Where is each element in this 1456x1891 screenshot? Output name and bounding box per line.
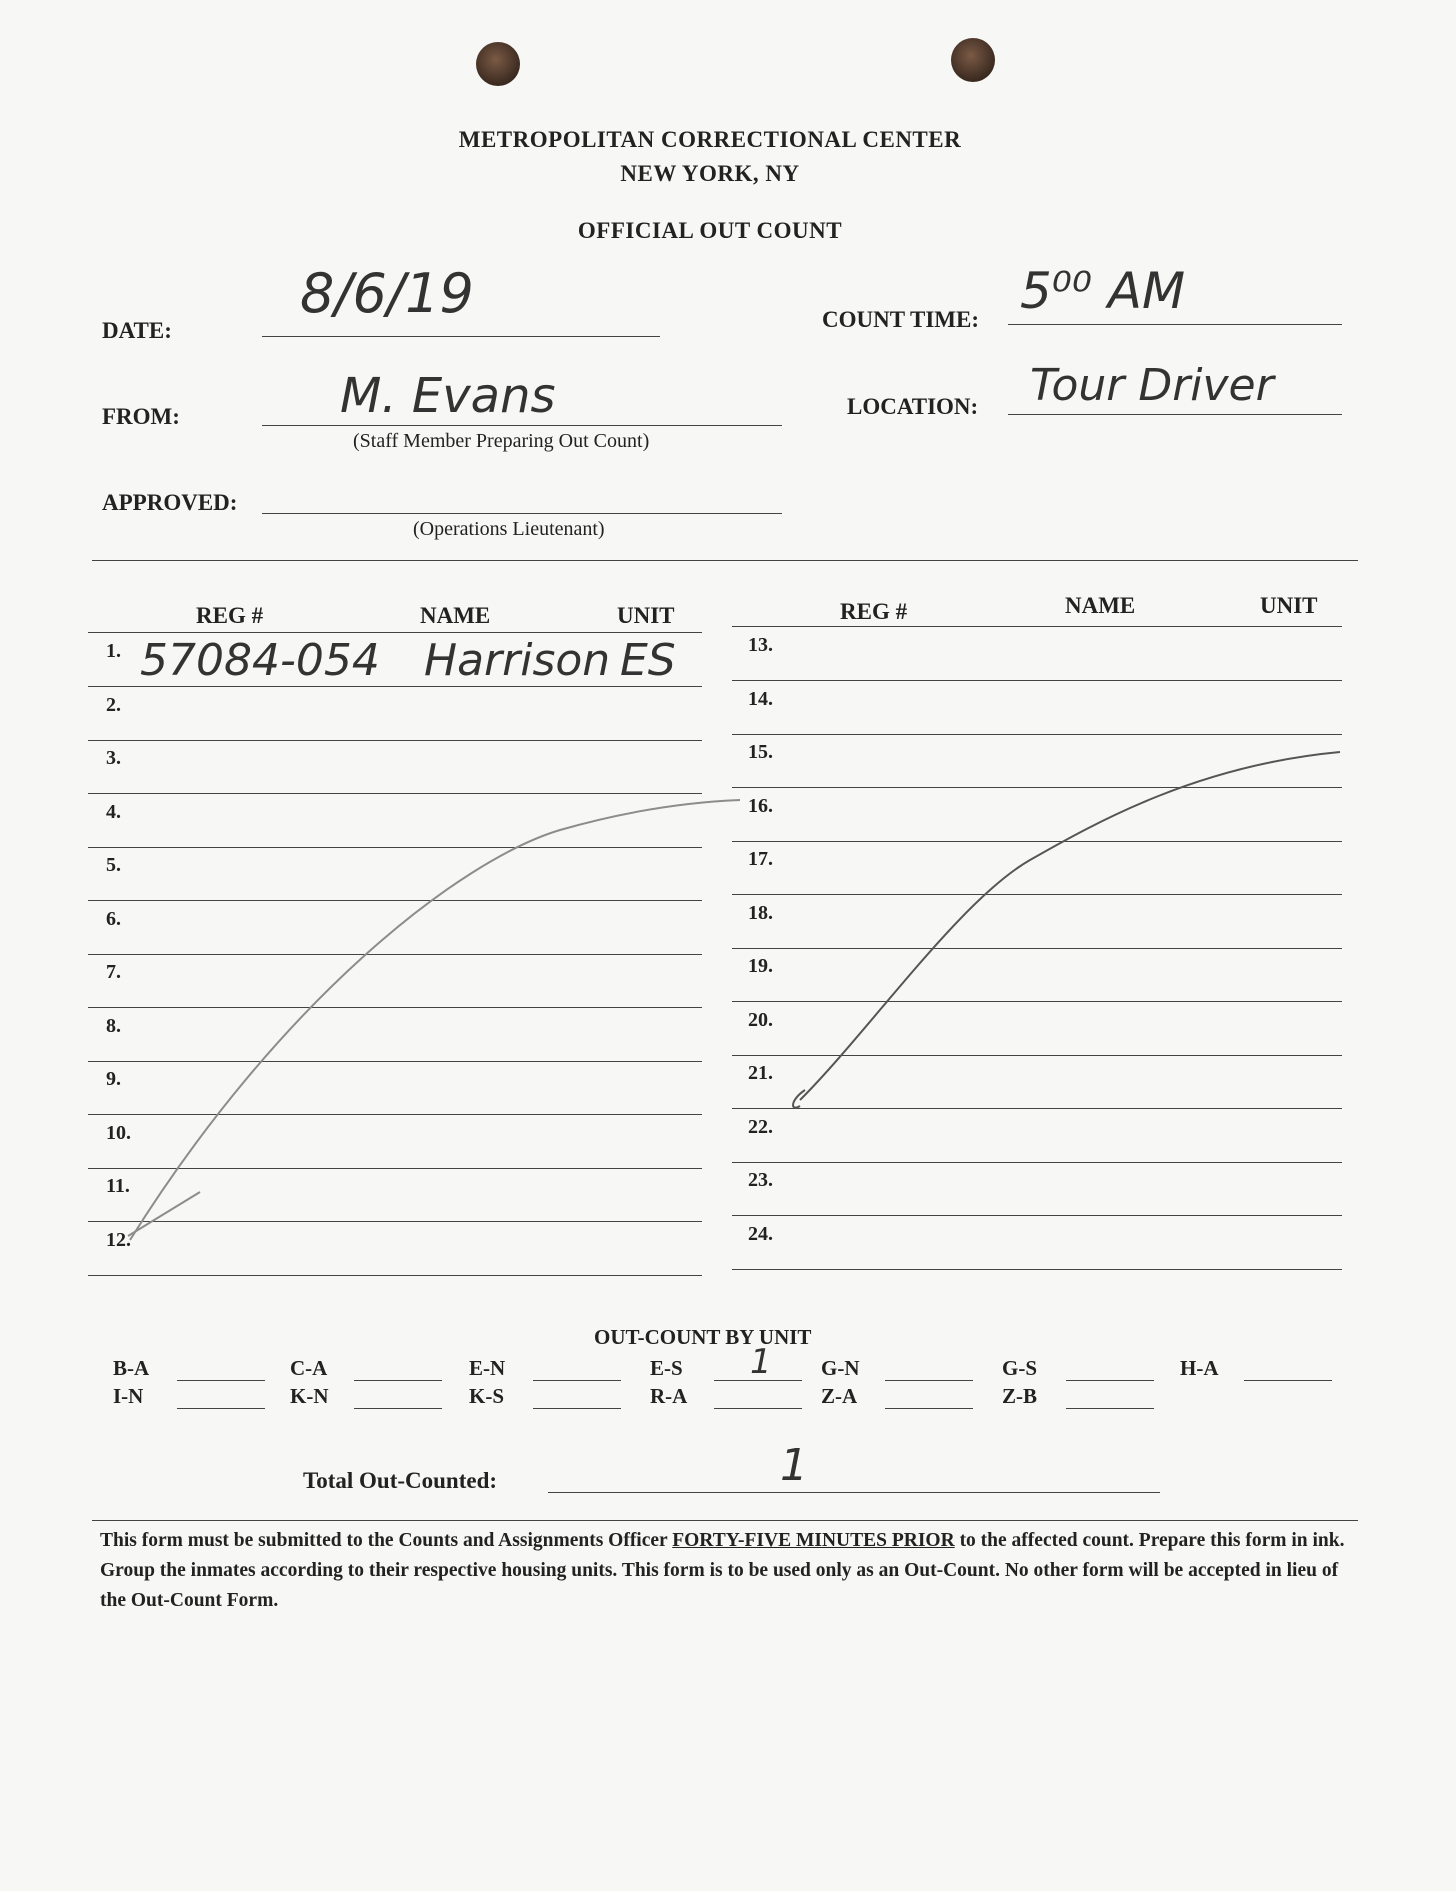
unit-code: H-A bbox=[1180, 1356, 1219, 1380]
row-number: 6. bbox=[106, 907, 121, 930]
unit-code: I-N bbox=[113, 1384, 144, 1408]
unit-count-line[interactable] bbox=[177, 1380, 265, 1381]
row-number: 11. bbox=[106, 1175, 130, 1197]
unit-code: Z-B bbox=[1002, 1384, 1038, 1408]
row-number: 2. bbox=[106, 693, 121, 716]
unit-count-line[interactable] bbox=[885, 1408, 973, 1409]
total-line bbox=[548, 1492, 1160, 1493]
unit-count-line[interactable] bbox=[1066, 1408, 1154, 1409]
row-number: 20. bbox=[748, 1008, 773, 1031]
row1-name-value[interactable]: Harrison bbox=[424, 635, 611, 686]
city-name: NEW YORK, NY bbox=[620, 161, 800, 186]
approved-label: APPROVED: bbox=[102, 490, 238, 515]
from-label: FROM: bbox=[102, 404, 180, 429]
right-unit-header: UNIT bbox=[1260, 593, 1318, 618]
right-name-header: NAME bbox=[1065, 593, 1136, 618]
row1-reg-value[interactable]: 57084-054 bbox=[140, 635, 380, 686]
unit-count-line[interactable] bbox=[533, 1408, 621, 1409]
row-number: 10. bbox=[106, 1121, 131, 1144]
row-number: 24. bbox=[748, 1222, 773, 1245]
outcount-title: OUT-COUNT BY UNIT bbox=[594, 1325, 812, 1349]
row-number: 23. bbox=[748, 1169, 773, 1191]
left-name-header: NAME bbox=[420, 603, 491, 628]
notice-divider bbox=[92, 1520, 1358, 1521]
unit-code: B-A bbox=[113, 1356, 150, 1380]
total-label: Total Out-Counted: bbox=[303, 1468, 498, 1493]
row-number: 15. bbox=[748, 741, 773, 763]
row-number: 14. bbox=[748, 687, 773, 710]
row-number: 12. bbox=[106, 1228, 131, 1251]
unit-code: K-N bbox=[290, 1384, 329, 1408]
row-number: 16. bbox=[748, 794, 773, 817]
notice-part2: to the affected count. Prepare this form in ink. Group the inmates according to their respective housing units. This form is to be used only as an Out-Count. No other form will be accepted in lieu of the Out-Count Form. bbox=[100, 1530, 1345, 1611]
unit-count-value[interactable]: 1 bbox=[750, 1342, 772, 1382]
row-number: 22. bbox=[748, 1115, 773, 1138]
row-number: 18. bbox=[748, 901, 773, 924]
location-value[interactable]: Tour Driver bbox=[1030, 360, 1274, 411]
row-number: 1. bbox=[106, 640, 121, 662]
row1-unit-value[interactable]: ES bbox=[620, 635, 676, 686]
unit-code: E-S bbox=[650, 1356, 683, 1380]
unit-count-line[interactable] bbox=[1066, 1380, 1154, 1381]
row-number: 9. bbox=[106, 1068, 121, 1090]
institution-name: METROPOLITAN CORRECTIONAL CENTER bbox=[458, 127, 962, 152]
from-signature[interactable]: M. Evans bbox=[340, 368, 556, 424]
unit-count-line[interactable] bbox=[177, 1408, 265, 1409]
location-label: LOCATION: bbox=[847, 394, 979, 419]
row-number: 17. bbox=[748, 848, 773, 870]
count-time-value[interactable]: 5⁰⁰ AM bbox=[1020, 262, 1186, 320]
unit-code: E-N bbox=[469, 1356, 506, 1380]
notice-part1: This form must be submitted to the Counts and Assignments Officer bbox=[100, 1530, 673, 1551]
row-number: 7. bbox=[106, 961, 121, 983]
unit-count-line[interactable] bbox=[533, 1380, 621, 1381]
notice-emphasis: FORTY-FIVE MINUTES PRIOR bbox=[672, 1530, 955, 1551]
left-unit-header: UNIT bbox=[617, 603, 675, 628]
unit-code: G-S bbox=[1002, 1356, 1038, 1380]
unit-code: K-S bbox=[469, 1384, 505, 1408]
row-number: 3. bbox=[106, 747, 121, 769]
unit-count-line[interactable] bbox=[354, 1380, 442, 1381]
date-value[interactable]: 8/6/19 bbox=[300, 262, 474, 325]
row-number: 5. bbox=[106, 854, 121, 876]
notice-text bbox=[100, 1526, 1360, 1616]
row-number: 13. bbox=[748, 634, 773, 656]
unit-code: Z-A bbox=[821, 1384, 858, 1408]
total-value[interactable]: 1 bbox=[780, 1440, 808, 1491]
unit-count-line[interactable] bbox=[354, 1408, 442, 1409]
row-number: 21. bbox=[748, 1062, 773, 1084]
left-reg-header: REG # bbox=[196, 603, 264, 628]
row-number: 4. bbox=[106, 800, 121, 823]
form-title: OFFICIAL OUT COUNT bbox=[577, 218, 843, 243]
approved-caption: (Operations Lieutenant) bbox=[413, 518, 605, 540]
unit-code: R-A bbox=[650, 1384, 688, 1408]
unit-count-line[interactable] bbox=[714, 1408, 802, 1409]
row-number: 8. bbox=[106, 1014, 121, 1037]
unit-code: G-N bbox=[821, 1356, 860, 1380]
date-label: DATE: bbox=[102, 318, 172, 343]
right-reg-header: REG # bbox=[840, 599, 908, 624]
unit-count-line[interactable] bbox=[1244, 1380, 1332, 1381]
unit-count-line[interactable] bbox=[885, 1380, 973, 1381]
from-caption: (Staff Member Preparing Out Count) bbox=[353, 430, 650, 452]
row-number: 19. bbox=[748, 955, 773, 977]
count-time-label: COUNT TIME: bbox=[822, 307, 979, 332]
unit-code: C-A bbox=[290, 1356, 328, 1380]
